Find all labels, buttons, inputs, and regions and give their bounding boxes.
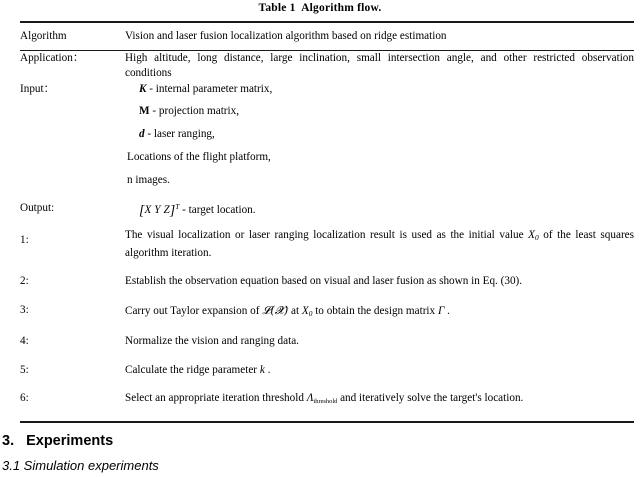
table-row	[20, 51, 634, 82]
table-header-section	[20, 23, 634, 50]
step-text-part: Calculate the ridge parameter	[125, 363, 260, 376]
symbol-X-subscript: 0	[308, 308, 313, 318]
step-text-part: Select an appropriate iteration threshold	[125, 392, 307, 404]
section-number: 3.	[2, 432, 15, 449]
symbol-X: X	[301, 304, 309, 317]
step-text-2: Establish the observation equation based on visual and laser fusion as shown in Eq. (30).	[125, 275, 523, 287]
bracket-open: [	[139, 203, 145, 219]
table-row	[20, 382, 634, 414]
step-text-part: .	[264, 363, 271, 376]
symbol-loss-function: 𝓛(𝓧)	[262, 303, 289, 317]
matrix-element-x: X	[144, 204, 155, 216]
step-text-3	[125, 294, 634, 326]
step-number-4: 4:	[20, 335, 29, 347]
row-value-application: High altitude, long distance, large inclination, small intersection angle, and other restricted observation conditions	[125, 51, 634, 79]
symbol-M: M	[139, 105, 150, 117]
symbol-d: d	[139, 127, 145, 140]
table-row	[20, 325, 634, 354]
table-row	[20, 23, 634, 50]
input-item: Locations of the flight platform,	[127, 151, 271, 163]
step-text-part: at	[288, 304, 302, 317]
step-text-part: of the least squares algorithm iteration.	[125, 229, 634, 259]
input-item: n images.	[127, 173, 170, 186]
input-item-text: - laser ranging,	[144, 127, 215, 140]
row-label-algorithm: Algorithm	[20, 30, 67, 42]
step-number-6: 6:	[20, 392, 29, 404]
step-text-part: .	[444, 304, 450, 317]
step-number-5: 5:	[20, 363, 29, 376]
matrix-element-z: Z	[163, 204, 170, 216]
step-text-6	[125, 382, 634, 414]
symbol-lambda-subscript: threshold	[313, 398, 338, 405]
step-number-1: 1:	[20, 234, 29, 246]
step-text-part: and iteratively solve the target's location.	[337, 392, 524, 404]
step-text-4: Normalize the vision and ranging data.	[125, 335, 299, 347]
row-label-application: Application：	[20, 51, 85, 64]
step-number-3: 3:	[20, 303, 29, 316]
table-body-section	[20, 51, 634, 414]
table-row	[20, 265, 634, 294]
symbol-lambda: Λ	[306, 392, 314, 404]
input-item	[125, 104, 634, 120]
algorithm-flow-table	[20, 21, 634, 423]
subsection-heading-simulation: 3.1 Simulation experiments	[2, 457, 159, 473]
table-row	[20, 294, 634, 326]
table-row	[20, 82, 634, 189]
symbol-k: k	[259, 363, 265, 376]
step-text-part: to obtain the design matrix	[312, 304, 438, 317]
symbol-gamma: Γ	[437, 304, 445, 317]
symbol-X-subscript: 0	[534, 233, 539, 242]
table-row	[20, 354, 634, 383]
row-label-input: Input：	[20, 82, 55, 95]
table-row	[20, 188, 634, 219]
output-matrix	[125, 199, 179, 219]
section-title: Experiments	[26, 432, 114, 449]
symbol-K: K	[139, 82, 147, 95]
table-caption: Table 1 Algorithm flow.	[258, 2, 382, 14]
bracket-close: ]	[169, 203, 176, 219]
step-text-part: Carry out Taylor expansion of	[125, 304, 263, 317]
row-value-output	[125, 188, 634, 219]
row-label-output: Output:	[20, 202, 55, 214]
table-bottom-rule	[20, 421, 634, 423]
input-item	[125, 82, 634, 98]
step-text-1	[125, 219, 634, 265]
row-value-algorithm: Vision and laser fusion localization algorithm based on ridge estimation	[125, 30, 447, 42]
step-text-part: The visual localization or laser ranging localization result is used as the initial value	[125, 229, 529, 241]
step-number-2: 2:	[20, 275, 29, 287]
input-item-text: - internal parameter matrix,	[146, 82, 273, 95]
table-row	[20, 219, 634, 265]
section-heading-experiments	[2, 432, 640, 451]
symbol-X: X	[528, 229, 535, 241]
output-text: - target location.	[179, 204, 256, 216]
row-value-input	[125, 82, 634, 189]
input-item	[125, 127, 634, 143]
matrix-element-y: Y	[154, 204, 164, 216]
transpose-superscript: T	[175, 202, 180, 211]
input-item-text: - projection matrix,	[149, 105, 240, 117]
step-text-5	[125, 354, 634, 383]
